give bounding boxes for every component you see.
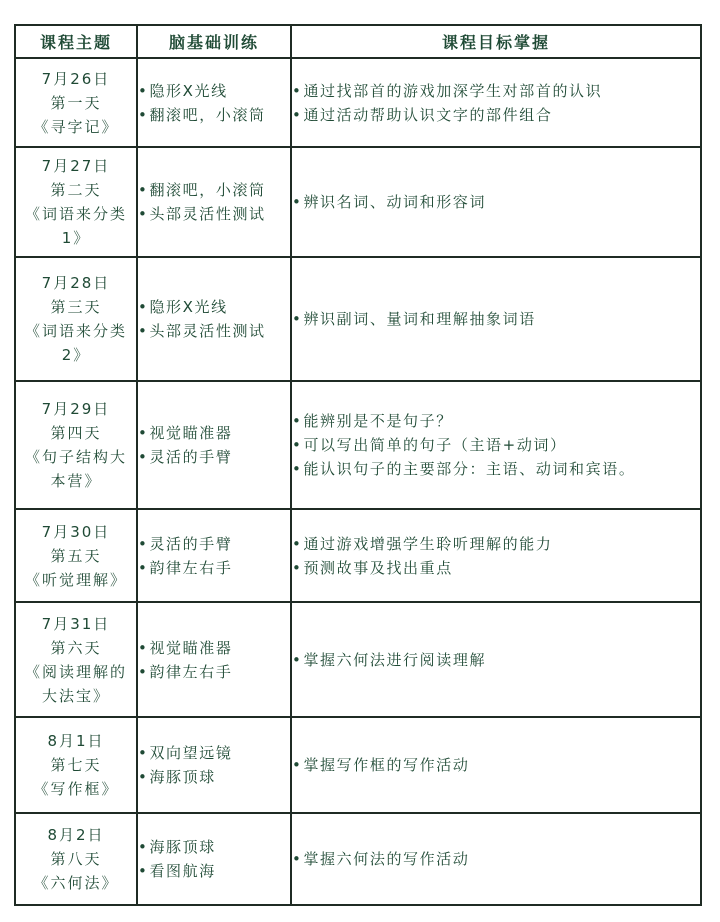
- course-topic-cell: [15, 58, 137, 147]
- course-goals-cell: [291, 58, 701, 147]
- course-topic-cell: [15, 717, 137, 813]
- table-row: [15, 509, 701, 602]
- goal-item-text: 辨识副词、量词和理解抽象词语: [303, 310, 536, 328]
- training-item-text: 海豚顶球: [149, 838, 216, 856]
- goal-item: [292, 409, 700, 433]
- course-topic-cell: [15, 509, 137, 602]
- training-item: [138, 859, 290, 883]
- training-item-text: 看图航海: [149, 862, 216, 880]
- course-title: 《词语来分类: [24, 205, 127, 223]
- table-row: [15, 813, 701, 905]
- training-item: [138, 319, 290, 343]
- brain-training-cell: [137, 717, 291, 813]
- goal-item-text: 通过活动帮助认识文字的部件组合: [303, 105, 553, 124]
- training-item: [138, 295, 290, 319]
- brain-training-cell: [137, 813, 291, 905]
- course-title: 1》: [61, 229, 91, 247]
- bullet-icon: •: [138, 181, 149, 199]
- bullet-icon: •: [138, 838, 149, 856]
- bullet-icon: •: [138, 558, 149, 577]
- goal-item-text: 掌握写作框的写作活动: [303, 756, 470, 774]
- goal-item-text: 掌握六何法进行阅读理解: [303, 650, 487, 669]
- course-day: 第六天: [50, 638, 102, 657]
- bullet-icon: •: [138, 744, 149, 762]
- course-topic-cell: [15, 813, 137, 905]
- course-day: 第四天: [50, 424, 102, 442]
- training-item-text: 双向望远镜: [149, 744, 233, 762]
- bullet-icon: •: [138, 205, 149, 223]
- training-item: [138, 445, 290, 469]
- course-day: 第五天: [50, 546, 102, 565]
- course-day: 第二天: [50, 181, 102, 199]
- goal-item: [292, 753, 700, 777]
- course-title: 《听觉理解》: [24, 570, 127, 589]
- training-item-text: 隐形X光线: [149, 298, 228, 316]
- training-item: [138, 636, 290, 660]
- goal-item: [292, 648, 700, 672]
- table-row: [15, 147, 701, 257]
- bullet-icon: •: [292, 850, 303, 868]
- training-item-text: 头部灵活性测试: [149, 205, 266, 223]
- course-topic-cell: [15, 257, 137, 381]
- table-body: [15, 58, 701, 905]
- course-goals-cell: [291, 813, 701, 905]
- training-item-text: 隐形X光线: [149, 81, 228, 100]
- course-topic-cell: [15, 602, 137, 717]
- training-item-text: 视觉瞄准器: [149, 638, 233, 657]
- goal-item-text: 通过找部首的游戏加深学生对部首的认识: [303, 81, 603, 100]
- brain-training-cell: [137, 602, 291, 717]
- training-item: [138, 103, 290, 127]
- bullet-icon: •: [292, 756, 303, 774]
- bullet-icon: •: [292, 412, 303, 430]
- training-item-text: 头部灵活性测试: [149, 322, 266, 340]
- course-date: 7月26日: [41, 69, 111, 88]
- course-goals-cell: [291, 602, 701, 717]
- bullet-icon: •: [138, 534, 149, 553]
- course-date: 8月2日: [47, 826, 105, 844]
- course-date: 7月30日: [41, 522, 111, 541]
- goal-item-text: 可以写出简单的句子（主语+动词）: [303, 436, 567, 454]
- course-goals-cell: [291, 257, 701, 381]
- goal-item-text: 通过游戏增强学生聆听理解的能力: [303, 534, 553, 553]
- course-day: 第一天: [50, 93, 102, 112]
- course-title: 2》: [61, 346, 91, 364]
- training-item-text: 韵律左右手: [149, 558, 233, 577]
- training-item: [138, 178, 290, 202]
- course-title: 本营》: [50, 472, 102, 490]
- goal-item-text: 辨识名词、动词和形容词: [303, 193, 487, 211]
- table-row: [15, 58, 701, 147]
- bullet-icon: •: [292, 105, 303, 124]
- goal-item: [292, 532, 700, 556]
- course-topic-cell: [15, 147, 137, 257]
- goal-item: [292, 433, 700, 457]
- bullet-icon: •: [138, 638, 149, 657]
- bullet-icon: •: [138, 448, 149, 466]
- goal-item: [292, 847, 700, 871]
- table-row: [15, 602, 701, 717]
- training-item-text: 翻滚吧，小滚筒: [149, 105, 266, 124]
- bullet-icon: •: [138, 298, 149, 316]
- goal-item-text: 掌握六何法的写作活动: [303, 850, 470, 868]
- course-date: 7月28日: [41, 274, 111, 292]
- header-brain-training: 脑基础训练: [137, 25, 291, 58]
- course-topic-cell: [15, 381, 137, 509]
- course-title: 《六何法》: [33, 874, 119, 892]
- course-day: 第七天: [50, 756, 102, 774]
- course-title: 《句子结构大: [24, 448, 127, 466]
- goal-item: [292, 307, 700, 331]
- bullet-icon: •: [138, 322, 149, 340]
- bullet-icon: •: [138, 105, 149, 124]
- bullet-icon: •: [138, 862, 149, 880]
- training-item-text: 翻滚吧，小滚筒: [149, 181, 266, 199]
- bullet-icon: •: [138, 424, 149, 442]
- goal-item: [292, 79, 700, 103]
- goal-item: [292, 556, 700, 580]
- bullet-icon: •: [138, 768, 149, 786]
- training-item: [138, 532, 290, 556]
- header-course-goals: 课程目标掌握: [291, 25, 701, 58]
- bullet-icon: •: [292, 193, 303, 211]
- training-item: [138, 556, 290, 580]
- bullet-icon: •: [292, 534, 303, 553]
- training-item: [138, 202, 290, 226]
- brain-training-cell: [137, 257, 291, 381]
- training-item-text: 视觉瞄准器: [149, 424, 233, 442]
- bullet-icon: •: [292, 558, 303, 577]
- bullet-icon: •: [292, 436, 303, 454]
- course-day: 第三天: [50, 298, 102, 316]
- goal-item-text: 能认识句子的主要部分：主语、动词和宾语。: [303, 460, 636, 478]
- course-title: 《阅读理解的: [24, 662, 127, 681]
- course-date: 8月1日: [47, 732, 105, 750]
- table-row: [15, 381, 701, 509]
- goal-item: [292, 457, 700, 481]
- training-item: [138, 835, 290, 859]
- bullet-icon: •: [138, 662, 149, 681]
- course-goals-cell: [291, 381, 701, 509]
- brain-training-cell: [137, 381, 291, 509]
- brain-training-cell: [137, 147, 291, 257]
- training-item: [138, 765, 290, 789]
- goal-item: [292, 103, 700, 127]
- goal-item: [292, 190, 700, 214]
- training-item: [138, 741, 290, 765]
- training-item-text: 灵活的手臂: [149, 448, 233, 466]
- bullet-icon: •: [292, 460, 303, 478]
- course-goals-cell: [291, 147, 701, 257]
- course-title: 大法宝》: [41, 686, 110, 705]
- bullet-icon: •: [292, 81, 303, 100]
- goal-item-text: 预测故事及找出重点: [303, 558, 453, 577]
- brain-training-cell: [137, 58, 291, 147]
- training-item: [138, 660, 290, 684]
- course-title: 《写作框》: [33, 780, 119, 798]
- course-date: 7月29日: [41, 400, 111, 418]
- table-row: [15, 257, 701, 381]
- training-item: [138, 79, 290, 103]
- course-day: 第八天: [50, 850, 102, 868]
- course-date: 7月31日: [41, 614, 111, 633]
- course-schedule-table: [14, 24, 702, 906]
- course-title: 《寻字记》: [33, 117, 119, 136]
- header-course-topic: 课程主题: [15, 25, 137, 58]
- table-header-row: [15, 25, 701, 58]
- course-title: 《词语来分类: [24, 322, 127, 340]
- bullet-icon: •: [292, 650, 303, 669]
- training-item-text: 海豚顶球: [149, 768, 216, 786]
- brain-training-cell: [137, 509, 291, 602]
- training-item: [138, 421, 290, 445]
- training-item-text: 灵活的手臂: [149, 534, 233, 553]
- course-goals-cell: [291, 509, 701, 602]
- bullet-icon: •: [292, 310, 303, 328]
- bullet-icon: •: [138, 81, 149, 100]
- table-row: [15, 717, 701, 813]
- course-date: 7月27日: [41, 157, 111, 175]
- course-goals-cell: [291, 717, 701, 813]
- goal-item-text: 能辨别是不是句子？: [303, 412, 453, 430]
- training-item-text: 韵律左右手: [149, 662, 233, 681]
